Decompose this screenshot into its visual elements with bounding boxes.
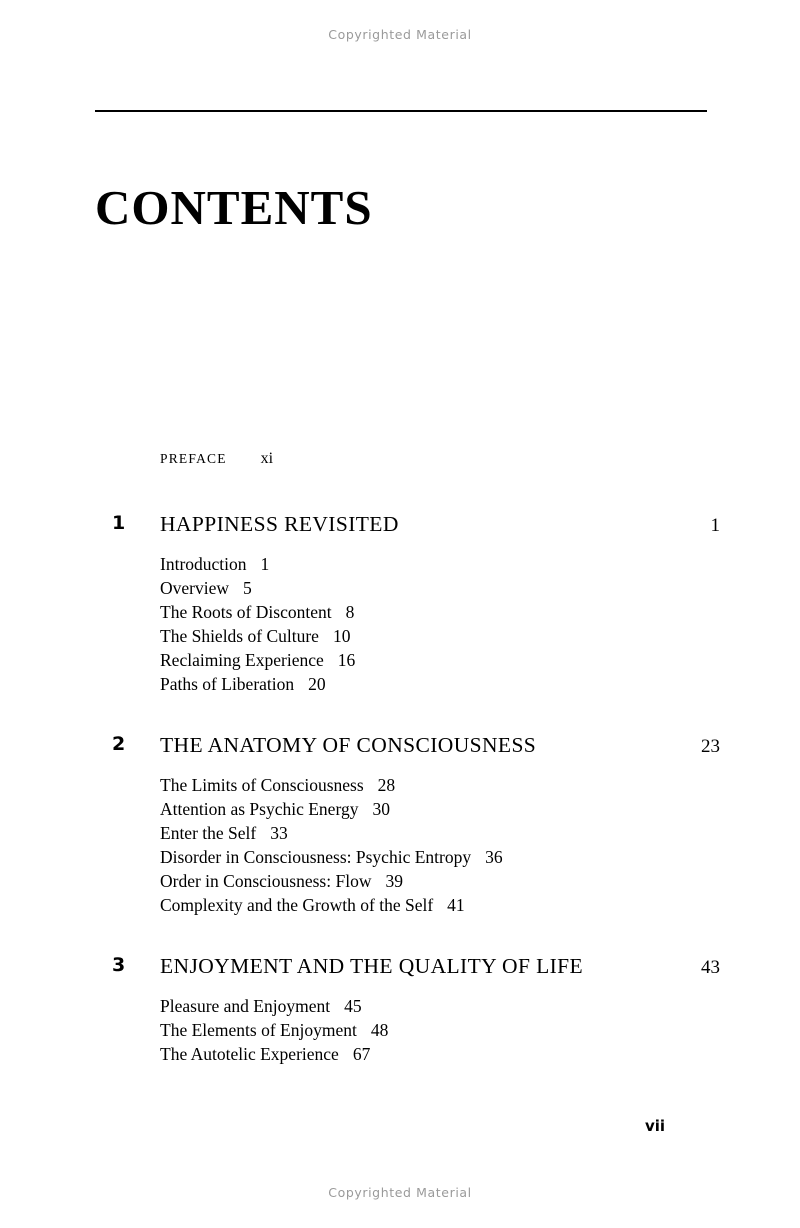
- toc-entry-page: 39: [385, 870, 403, 891]
- toc-entry-title: Disorder in Consciousness: Psychic Entropy: [160, 846, 472, 867]
- page-folio: vii: [644, 1117, 665, 1135]
- toc-entry-title: Paths of Liberation: [160, 673, 295, 694]
- toc-entry-title: Pleasure and Enjoyment: [160, 995, 331, 1016]
- copyright-watermark-top: Copyrighted Material: [328, 27, 472, 42]
- toc-entry: [160, 798, 720, 822]
- toc-entry-page: 20: [308, 673, 326, 694]
- toc-entry-page: 36: [485, 846, 503, 867]
- toc-entry: [160, 649, 720, 673]
- toc-entry-page: 33: [270, 822, 288, 843]
- toc-front-matter-row: [160, 450, 720, 468]
- toc-entry-page: 8: [345, 601, 355, 622]
- chapter-number: 1: [112, 512, 126, 534]
- chapter-entries: [160, 774, 720, 918]
- chapter-block: [112, 732, 720, 918]
- toc-entry-page: 10: [332, 625, 351, 646]
- toc-entry-page: 30: [372, 798, 390, 819]
- chapter-title: THE ANATOMY OF CONSCIOUSNESS: [160, 732, 537, 757]
- chapter-block: [112, 953, 720, 1067]
- toc-entry: [160, 870, 720, 894]
- toc-entry-title: The Elements of Enjoyment: [160, 1019, 357, 1040]
- toc-entry-title: The Shields of Culture: [160, 625, 319, 646]
- toc-entry: [160, 894, 720, 918]
- toc-entry-page: 28: [377, 774, 396, 795]
- toc-entry-title: The Autotelic Experience: [160, 1043, 339, 1064]
- toc-entry-title: The Roots of Discontent: [160, 601, 332, 622]
- chapter-entries: [160, 553, 720, 697]
- toc-entry: [160, 846, 720, 870]
- toc-entry: [160, 1019, 720, 1043]
- toc-entry-page: 48: [370, 1019, 389, 1040]
- toc-entry: [160, 601, 720, 625]
- preface-page-number: xi: [260, 450, 274, 467]
- toc-entry: [160, 673, 720, 697]
- toc-entry: [160, 995, 720, 1019]
- toc-entry: [160, 625, 720, 649]
- toc-entry-page: 5: [243, 577, 252, 598]
- chapter-page-number: 43: [701, 956, 720, 978]
- toc-entry-title: Enter the Self: [160, 822, 257, 843]
- toc-entry-title: Attention as Psychic Energy: [160, 798, 359, 819]
- toc-entry-title: Introduction: [160, 554, 247, 574]
- toc-entry-page: 1: [260, 554, 270, 574]
- chapter-page-number: 1: [710, 515, 720, 536]
- toc-entry-title: Overview: [160, 577, 230, 598]
- chapter-block: [112, 512, 720, 697]
- toc-entry: [160, 1043, 720, 1067]
- toc-entry-title: Order in Consciousness: Flow: [160, 870, 372, 891]
- toc-entry: [160, 774, 720, 798]
- toc-entry-page: 16: [337, 649, 356, 670]
- chapter-title: HAPPINESS REVISITED: [160, 512, 399, 536]
- toc-entry-page: 45: [344, 995, 362, 1016]
- chapter-heading: [112, 953, 720, 979]
- chapter-entries: [160, 995, 720, 1067]
- chapter-heading: [112, 732, 720, 758]
- copyright-watermark-bottom: Copyrighted Material: [328, 1185, 472, 1200]
- preface-label: PREFACE: [160, 451, 227, 466]
- toc-entry-page: 41: [447, 894, 465, 915]
- toc-entry-page: 67: [352, 1043, 371, 1064]
- chapter-page-number: 23: [701, 735, 720, 757]
- toc-entry: [160, 822, 720, 846]
- chapter-heading: [112, 512, 720, 537]
- chapter-number: 3: [112, 953, 126, 976]
- header-rule: [95, 110, 707, 112]
- toc-entry-title: Reclaiming Experience: [160, 649, 324, 670]
- chapter-number: 2: [112, 732, 126, 755]
- toc-entry: [160, 553, 720, 577]
- chapter-title: ENJOYMENT AND THE QUALITY OF LIFE: [160, 953, 584, 978]
- toc-entry-title: The Limits of Consciousness: [160, 774, 364, 795]
- toc-entry-title: Complexity and the Growth of the Self: [160, 894, 434, 915]
- table-of-contents: [112, 450, 720, 1103]
- page-title: CONTENTS: [95, 179, 373, 235]
- toc-entry: [160, 577, 720, 601]
